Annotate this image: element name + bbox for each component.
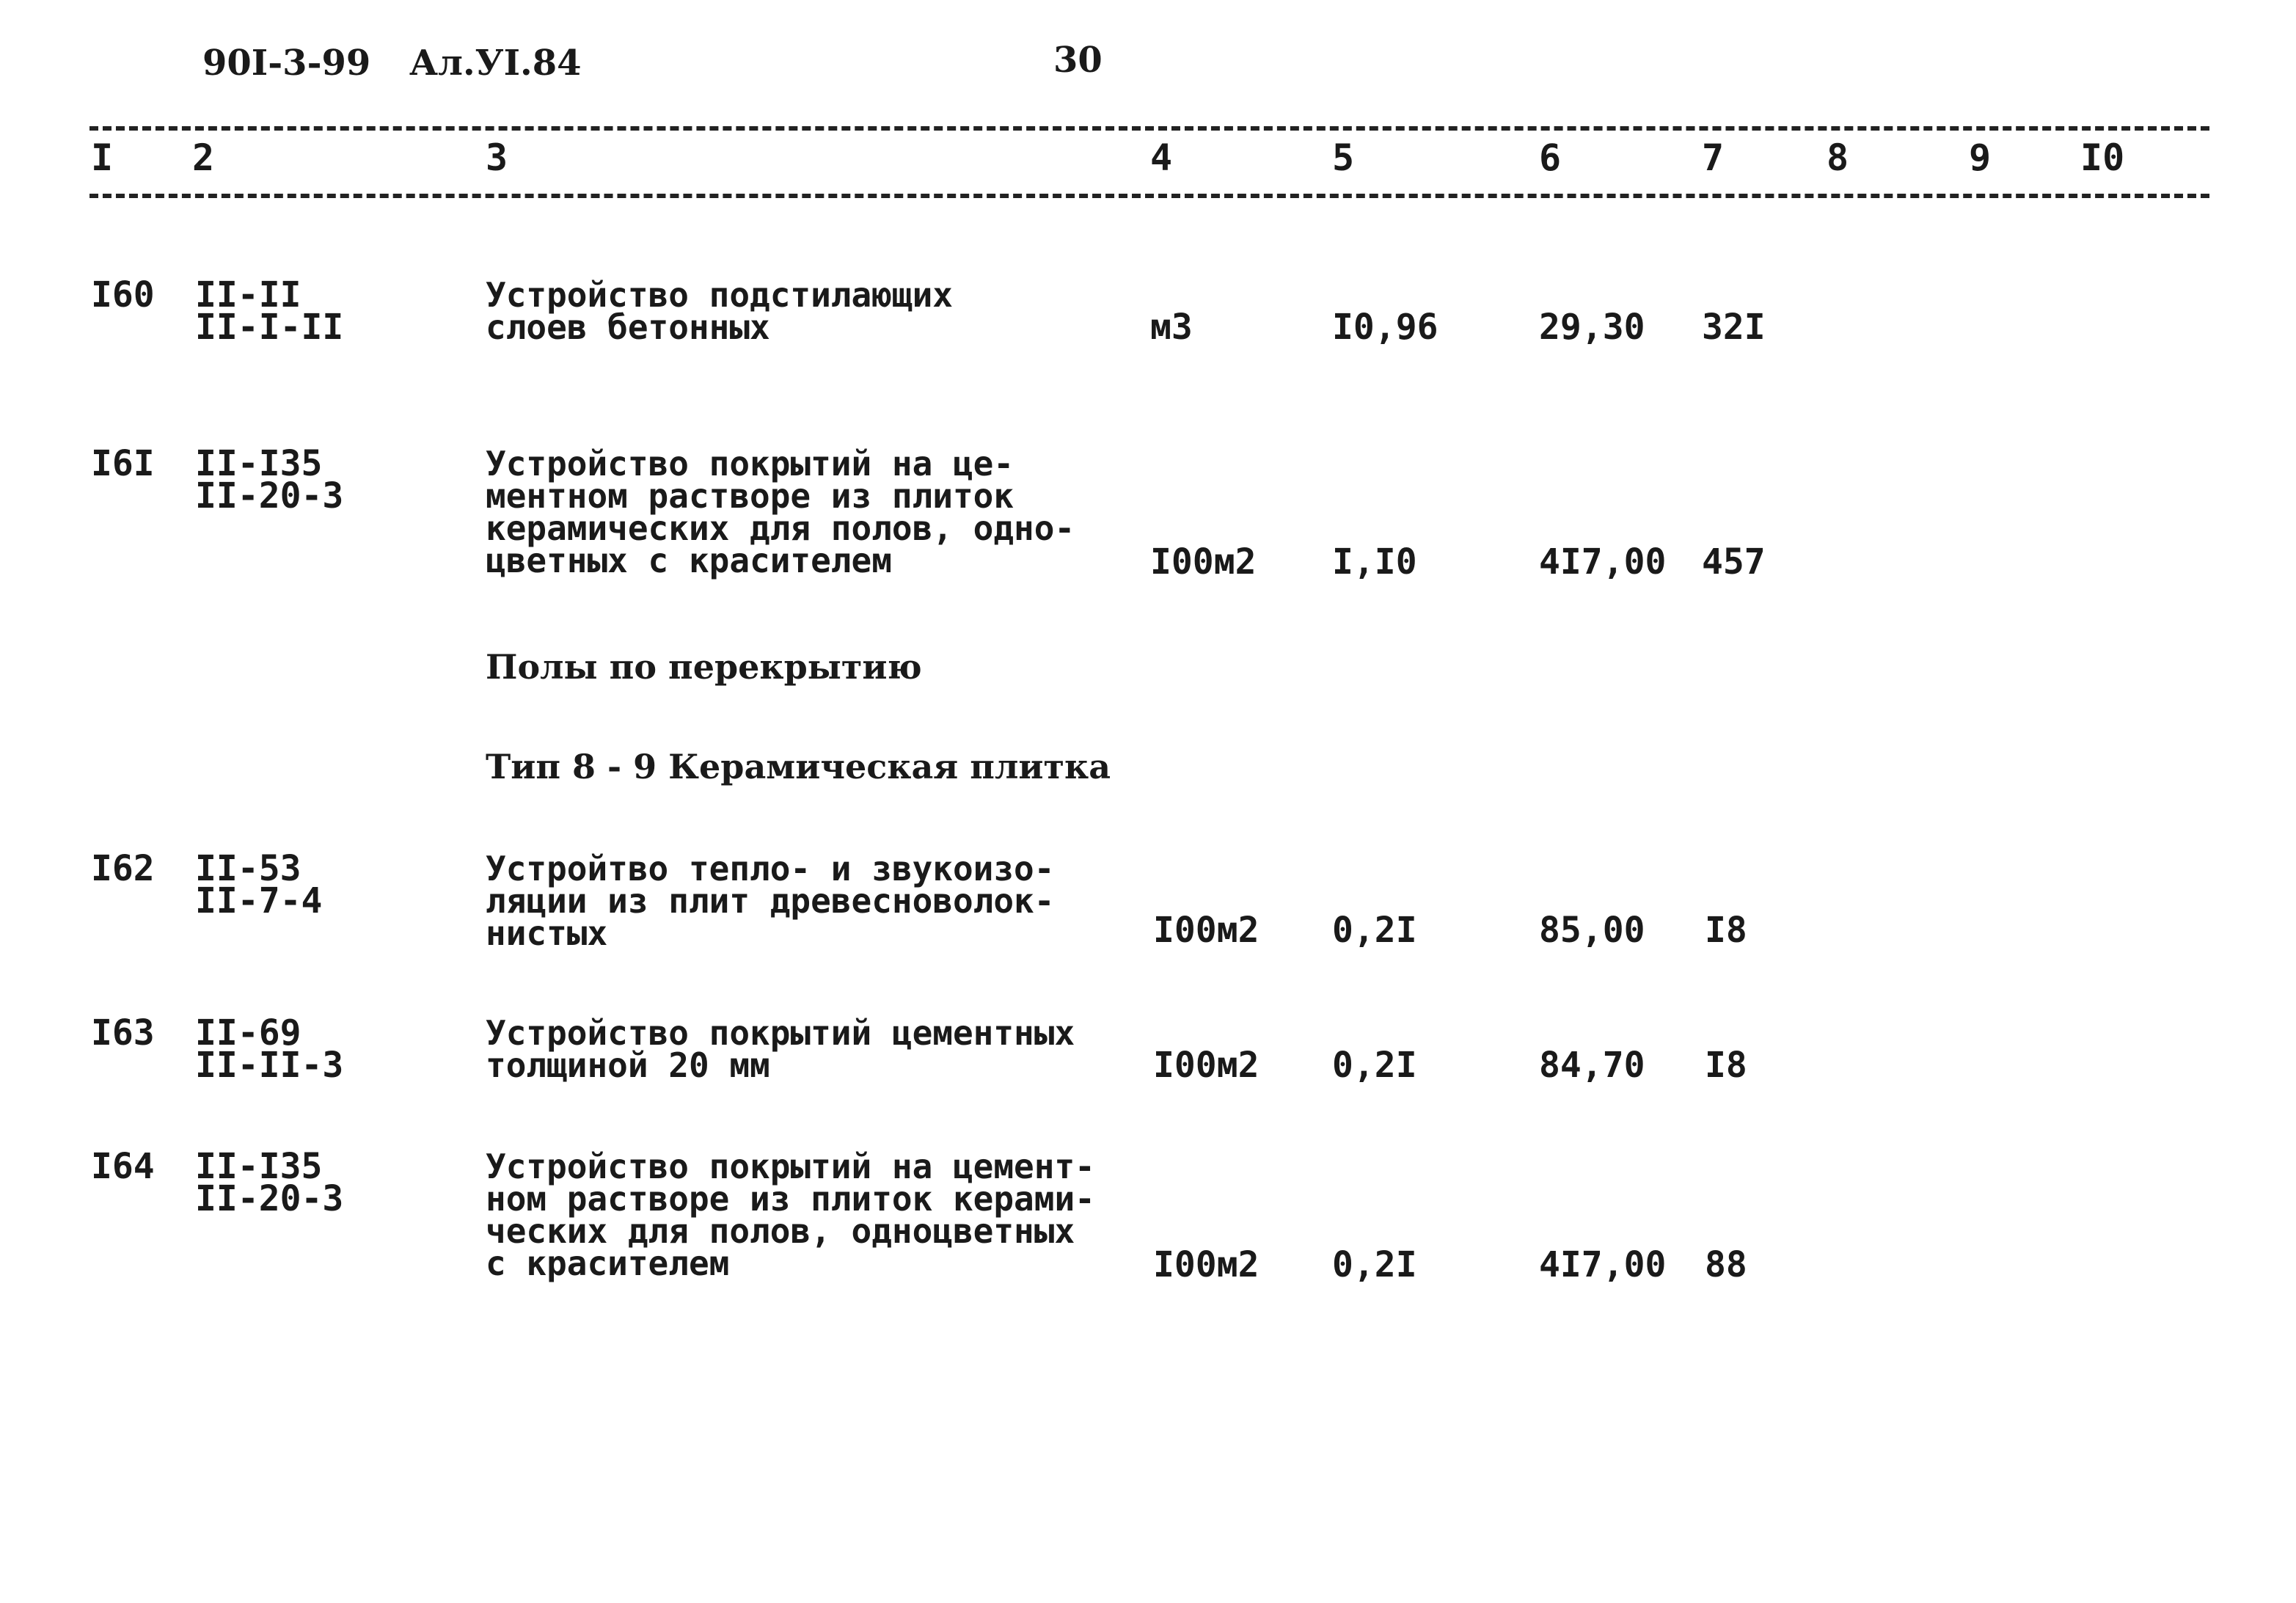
- unit: I00м2: [1153, 1045, 1259, 1086]
- quantity: I0,96: [1332, 307, 1438, 348]
- unit-price: 84,70: [1539, 1045, 1645, 1086]
- page-number: 30: [1053, 40, 1103, 81]
- quantity: 0,2I: [1332, 1045, 1417, 1086]
- header-bottom-rule: [89, 194, 2209, 198]
- norm-reference-sub: II-20-3: [195, 475, 344, 516]
- work-description-line: ном растворе из плиток керами-: [486, 1179, 1095, 1219]
- unit: м3: [1150, 307, 1193, 348]
- work-description-line: керамических для полов, одно-: [486, 508, 1075, 548]
- column-header-1: I: [91, 136, 114, 179]
- work-description-line: ляции из плит древесноволок-: [486, 881, 1055, 921]
- row-number: I63: [91, 1012, 155, 1054]
- total-cost: 457: [1702, 541, 1766, 583]
- document-code: 90I-3-99: [202, 43, 371, 84]
- work-description-line: толщиной 20 мм: [486, 1045, 770, 1085]
- norm-reference: II-69: [195, 1012, 301, 1054]
- work-description-line: Устройство покрытий цементных: [486, 1013, 1075, 1053]
- norm-reference-sub: II-II-3: [195, 1045, 344, 1086]
- album-number: Ал.УI.84: [409, 43, 582, 84]
- work-description-line: с красителем: [486, 1244, 730, 1283]
- total-cost: 32I: [1702, 307, 1766, 348]
- unit-price: 85,00: [1539, 910, 1645, 951]
- work-description-line: ческих для полов, одноцветных: [486, 1211, 1075, 1251]
- unit: I00м2: [1150, 541, 1257, 583]
- norm-reference-sub: II-7-4: [195, 880, 323, 921]
- column-header-9: 9: [1969, 136, 1992, 179]
- quantity: I,I0: [1332, 541, 1417, 583]
- work-description-line: ментном растворе из плиток: [486, 476, 1014, 516]
- norm-reference: II-I35: [195, 1146, 323, 1187]
- norm-reference-sub: II-20-3: [195, 1178, 344, 1219]
- column-header-7: 7: [1702, 136, 1725, 179]
- column-header-8: 8: [1827, 136, 1849, 179]
- norm-reference: II-II: [195, 274, 301, 315]
- work-description-line: нистых: [486, 913, 608, 953]
- section-heading: Полы по перекрытию: [486, 647, 922, 687]
- quantity: 0,2I: [1332, 910, 1417, 951]
- unit: I00м2: [1153, 910, 1259, 951]
- row-number: I60: [91, 274, 155, 315]
- unit-price: 4I7,00: [1539, 1244, 1667, 1285]
- total-cost: I8: [1705, 910, 1747, 951]
- row-number: I62: [91, 848, 155, 889]
- work-description-line: цветных с красителем: [486, 541, 892, 580]
- column-header-10: I0: [2080, 136, 2125, 179]
- row-number: I64: [91, 1146, 155, 1187]
- total-cost: I8: [1705, 1045, 1747, 1086]
- work-description-line: Устройство покрытий на це-: [486, 444, 1014, 483]
- norm-reference: II-I35: [195, 443, 323, 484]
- column-header-2: 2: [192, 136, 215, 179]
- work-description-line: Устройство покрытий на цемент-: [486, 1147, 1095, 1186]
- unit-price: 29,30: [1539, 307, 1645, 348]
- header-top-rule: [89, 126, 2209, 131]
- work-description-line: Устройство подстилающих: [486, 275, 953, 315]
- unit-price: 4I7,00: [1539, 541, 1667, 583]
- norm-reference: II-53: [195, 848, 301, 889]
- work-description-line: слоев бетонных: [486, 307, 770, 347]
- unit: I00м2: [1153, 1244, 1259, 1285]
- row-number: I6I: [91, 443, 155, 484]
- column-header-5: 5: [1332, 136, 1355, 179]
- norm-reference-sub: II-I-II: [195, 307, 344, 348]
- column-header-6: 6: [1539, 136, 1562, 179]
- total-cost: 88: [1705, 1244, 1747, 1285]
- quantity: 0,2I: [1332, 1244, 1417, 1285]
- column-header-3: 3: [486, 136, 508, 179]
- work-description-line: Устройтво тепло- и звукоизо-: [486, 849, 1055, 888]
- section-subheading: Тип 8 - 9 Керамическая плитка: [486, 747, 1111, 786]
- column-header-4: 4: [1150, 136, 1173, 179]
